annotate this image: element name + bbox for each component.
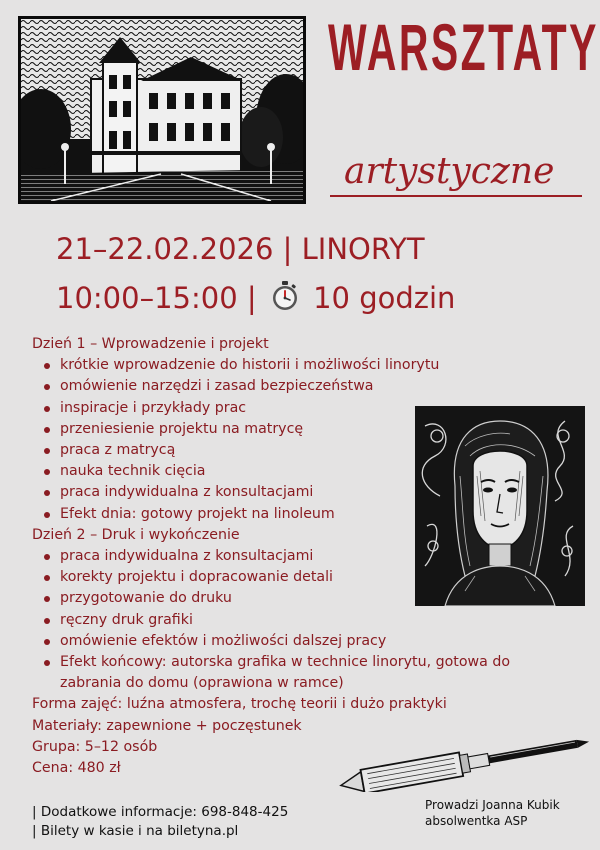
stopwatch-icon xyxy=(270,280,300,312)
footer-instructor xyxy=(425,797,560,829)
day1-title: Dzień 1 – Wprowadzenie i projekt xyxy=(32,336,269,352)
time-range: 10:00–15:00 | xyxy=(56,281,257,315)
chisel-tool-image xyxy=(330,724,595,792)
instructor-name: Prowadzi Joanna Kubik xyxy=(425,798,560,812)
date-line: 21–22.02.2026 | LINORYT xyxy=(56,232,425,266)
list-item: Efekt końcowy: autorska grafika w technice linorytu, gotowa do zabrania do domu (oprawiona w ramce) xyxy=(32,652,562,694)
subtitle-underline xyxy=(330,195,582,197)
list-item: korekty projektu i dopracowanie detali xyxy=(32,567,592,588)
list-item: krótkie wprowadzenie do historii i możliwości linorytu xyxy=(32,355,592,376)
list-item: praca z matrycą xyxy=(32,440,592,461)
list-item: przygotowanie do druku xyxy=(32,588,592,609)
tickets-line: | Bilety w kasie i na biletyna.pl xyxy=(32,823,239,839)
list-item: praca indywidualna z konsultacjami xyxy=(32,482,592,503)
materials-info: Materiały: zapewnione + poczęstunek xyxy=(32,717,302,734)
duration: 10 godzin xyxy=(313,281,456,315)
day2-title: Dzień 2 – Druk i wykończenie xyxy=(32,526,240,543)
list-item: przeniesienie projektu na matrycę xyxy=(32,419,592,440)
group-info: Grupa: 5–12 osób xyxy=(32,738,158,755)
building-linocut-image xyxy=(18,16,306,204)
list-item: omówienie efektów i możliwości dalszej pracy xyxy=(32,631,592,652)
list-item: ręczny druk grafiki xyxy=(32,610,592,631)
form-info: Forma zajęć: luźna atmosfera, trochę teorii i dużo praktyki xyxy=(32,696,447,713)
list-item: inspiracje i przykłady prac xyxy=(32,398,592,419)
title-block xyxy=(322,10,599,194)
poster-title: WARSZTATY xyxy=(328,10,599,84)
time-line xyxy=(56,280,455,313)
list-item: omówienie narzędzi i zasad bezpieczeństwa xyxy=(32,376,592,397)
list-item: praca indywidualna z konsultacjami xyxy=(32,546,592,567)
footer-contact xyxy=(32,803,288,841)
poster-subtitle: artystyczne xyxy=(344,151,555,192)
price-info: Cena: 480 zł xyxy=(32,760,121,777)
contact-line: | Dodatkowe informacje: 698-848-425 xyxy=(32,804,289,820)
instructor-title: absolwentka ASP xyxy=(425,814,528,828)
list-item: nauka technik cięcia xyxy=(32,461,592,482)
woman-portrait-linocut-image xyxy=(415,406,585,606)
list-item: Efekt dnia: gotowy projekt na linoleum xyxy=(32,504,592,525)
